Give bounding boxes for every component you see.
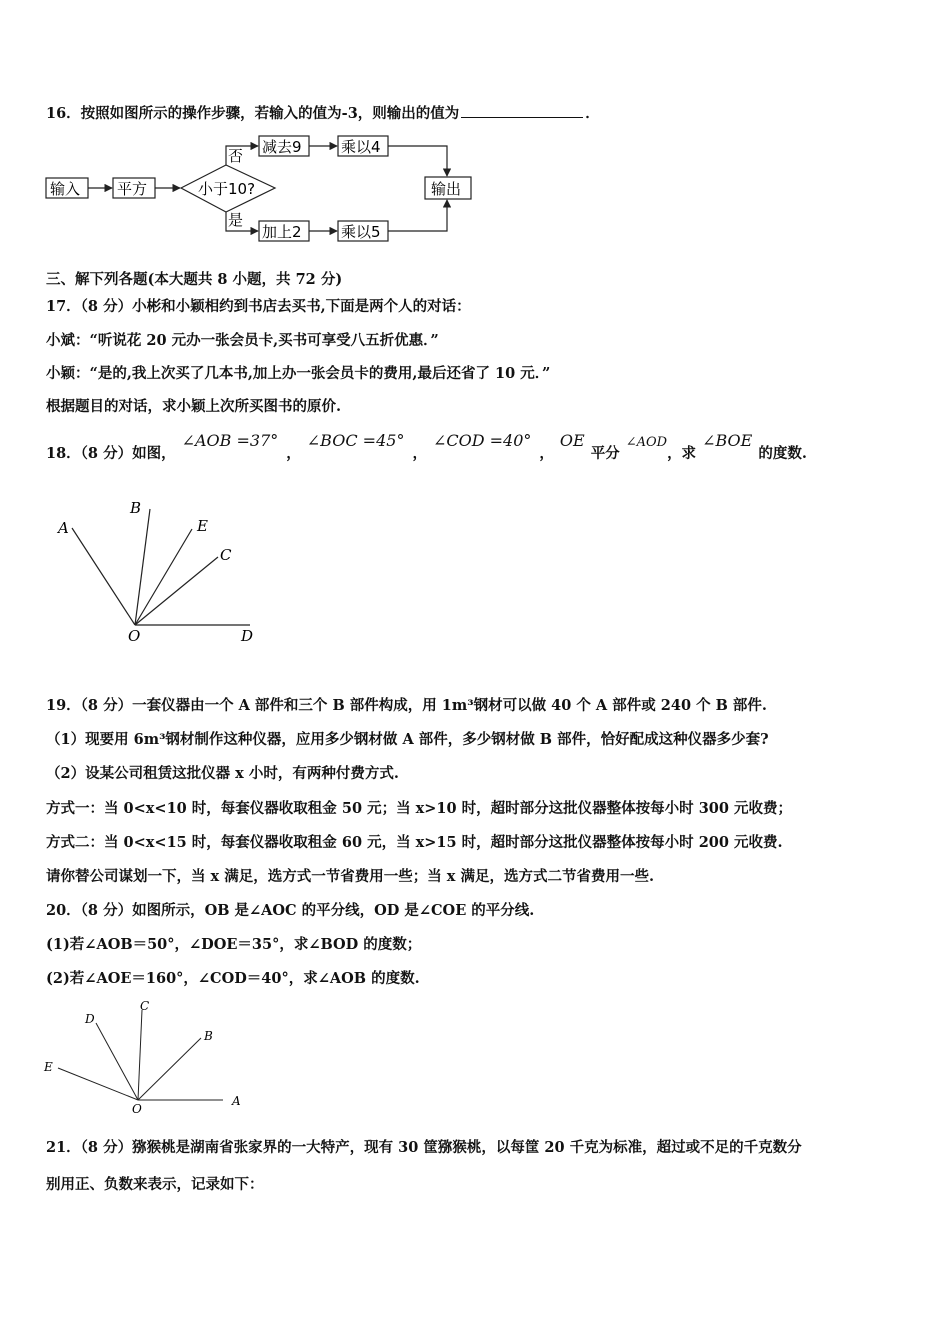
flow-plus2-label: 加上2 (262, 223, 302, 241)
flow-output-label: 输出 (431, 180, 462, 198)
q20-ray-oe (58, 1068, 138, 1100)
flow-minus9-label: 减去9 (262, 138, 302, 156)
q21-line1: 21．（8 分）猕猴桃是湖南省张家界的一大特产，现有 30 筐猕猴桃，以每筐 20 千克为标准，超过或不足的千克数分 (46, 1139, 802, 1156)
q19-line5: 方式二：当 0<x<15 时，每套仪器收取租金 60 元，当 x>15 时，超时部分这批仪器整体按每小时 200 元收费. (46, 834, 783, 851)
q17-line3: 小颖：“是的,我上次买了几本书,加上办一张会员卡的费用,最后还省了 10 元．” (46, 365, 551, 382)
flow-decision-label: 小于10? (198, 180, 256, 198)
flow-no-label: 否 (228, 147, 244, 165)
q18-label-c: C (220, 546, 232, 564)
q18-label-d: D (241, 627, 254, 645)
q19-line2: （1）现要用 6m³钢材制作这种仪器，应用多少钢材做 A 部件，多少钢材做 B 部件，恰好配成这种仪器多少套? (46, 731, 769, 748)
flow-times5-label: 乘以5 (341, 223, 381, 241)
flow-arrow-6 (388, 200, 447, 231)
q18-angle-diagram (50, 495, 270, 650)
q17-line4: 根据题目的对话，求小颖上次所买图书的原价. (46, 398, 342, 415)
q20-label-a: A (232, 1094, 241, 1108)
q20-line1: 20．（8 分）如图所示，OB 是∠AOC 的平分线，OD 是∠COE 的平分线. (46, 902, 535, 919)
q16-flowchart (40, 128, 480, 250)
q18-label-e: E (197, 517, 208, 535)
q19-line6: 请你替公司谋划一下，当 x 满足，选方式一节省费用一些；当 x 满足，选方式二节省费用一些. (46, 868, 655, 885)
q18-angle-boc: ∠BOC =45° (306, 431, 405, 450)
q18-label-a: A (58, 519, 69, 537)
q19-line4: 方式一：当 0<x<10 时，每套仪器收取租金 50 元；当 x>10 时，超时部分这批仪器整体按每小时 300 元收费； (46, 800, 793, 817)
q16-end: ． (585, 105, 600, 122)
q20-label-c: C (140, 999, 150, 1013)
q16-stem: 16．按照如图所示的操作步骤，若输入的值为-3，则输出的值为 (46, 105, 460, 122)
q18-ray-oe: OE (559, 431, 585, 450)
q17-line1: 17．（8 分）小彬和小颖相约到书店去买书,下面是两个人的对话： (46, 298, 471, 315)
q18-ray-ob (135, 509, 150, 625)
q20-line2: (1)若∠AOB＝50°，∠DOE＝35°，求∠BOD 的度数； (46, 936, 422, 953)
q18-angle-aob: ∠AOB =37° (181, 431, 279, 450)
q20-ray-od (96, 1023, 138, 1100)
q20-angle-diagram (38, 998, 253, 1118)
q18-angle-cod: ∠COD =40° (432, 431, 532, 450)
q18-prefix: 18．（8 分）如图， (46, 445, 176, 462)
q18-label-b: B (130, 499, 142, 517)
flow-square-label: 平方 (117, 180, 148, 198)
q18-comma-2: ， (412, 445, 427, 462)
q20-label-o: O (132, 1102, 142, 1116)
q16-text (46, 103, 600, 124)
flow-times4-label: 乘以4 (341, 138, 381, 156)
q18-comma-1: ， (286, 445, 301, 462)
q16-answer-blank (461, 103, 583, 118)
q18-ray-oe-line (135, 529, 192, 625)
q20-label-e: E (44, 1060, 53, 1074)
q18-angle-boe: ∠BOE (702, 431, 753, 450)
q20-label-b: B (204, 1029, 213, 1043)
q18-ray-oc (135, 557, 218, 625)
q18-ray-oa (72, 528, 135, 625)
q20-ray-oc (138, 1010, 142, 1100)
q18-text (46, 431, 807, 465)
q18-angle-aod: ∠AOD (625, 435, 668, 450)
flow-input-label: 输入 (50, 180, 81, 198)
flow-yes-label: 是 (228, 211, 244, 229)
section3-heading: 三、解下列各题(本大题共 8 小题，共 72 分) (46, 271, 343, 288)
q20-ray-ob (138, 1038, 201, 1100)
q18-bisect-word: 平分 (590, 445, 620, 462)
flow-arrow-4 (388, 146, 447, 176)
q19-line1: 19．（8 分）一套仪器由一个 A 部件和三个 B 部件构成，用 1m³钢材可以做 40 个 A 部件或 240 个 B 部件. (46, 697, 767, 714)
q20-label-d: D (85, 1012, 95, 1026)
q21-line2: 别用正、负数来表示，记录如下： (46, 1176, 264, 1193)
q17-line2: 小斌：“听说花 20 元办一张会员卡,买书可享受八五折优惠．” (46, 332, 439, 349)
q18-ask-word: ，求 (667, 445, 697, 462)
q18-label-o: O (128, 627, 141, 645)
q18-comma-3: ， (539, 445, 554, 462)
q20-line3: (2)若∠AOE＝160°，∠COD＝40°，求∠AOB 的度数. (46, 970, 420, 987)
q18-suffix: 的度数. (758, 445, 807, 462)
q19-line3: （2）设某公司租赁这批仪器 x 小时，有两种付费方式. (46, 765, 399, 782)
